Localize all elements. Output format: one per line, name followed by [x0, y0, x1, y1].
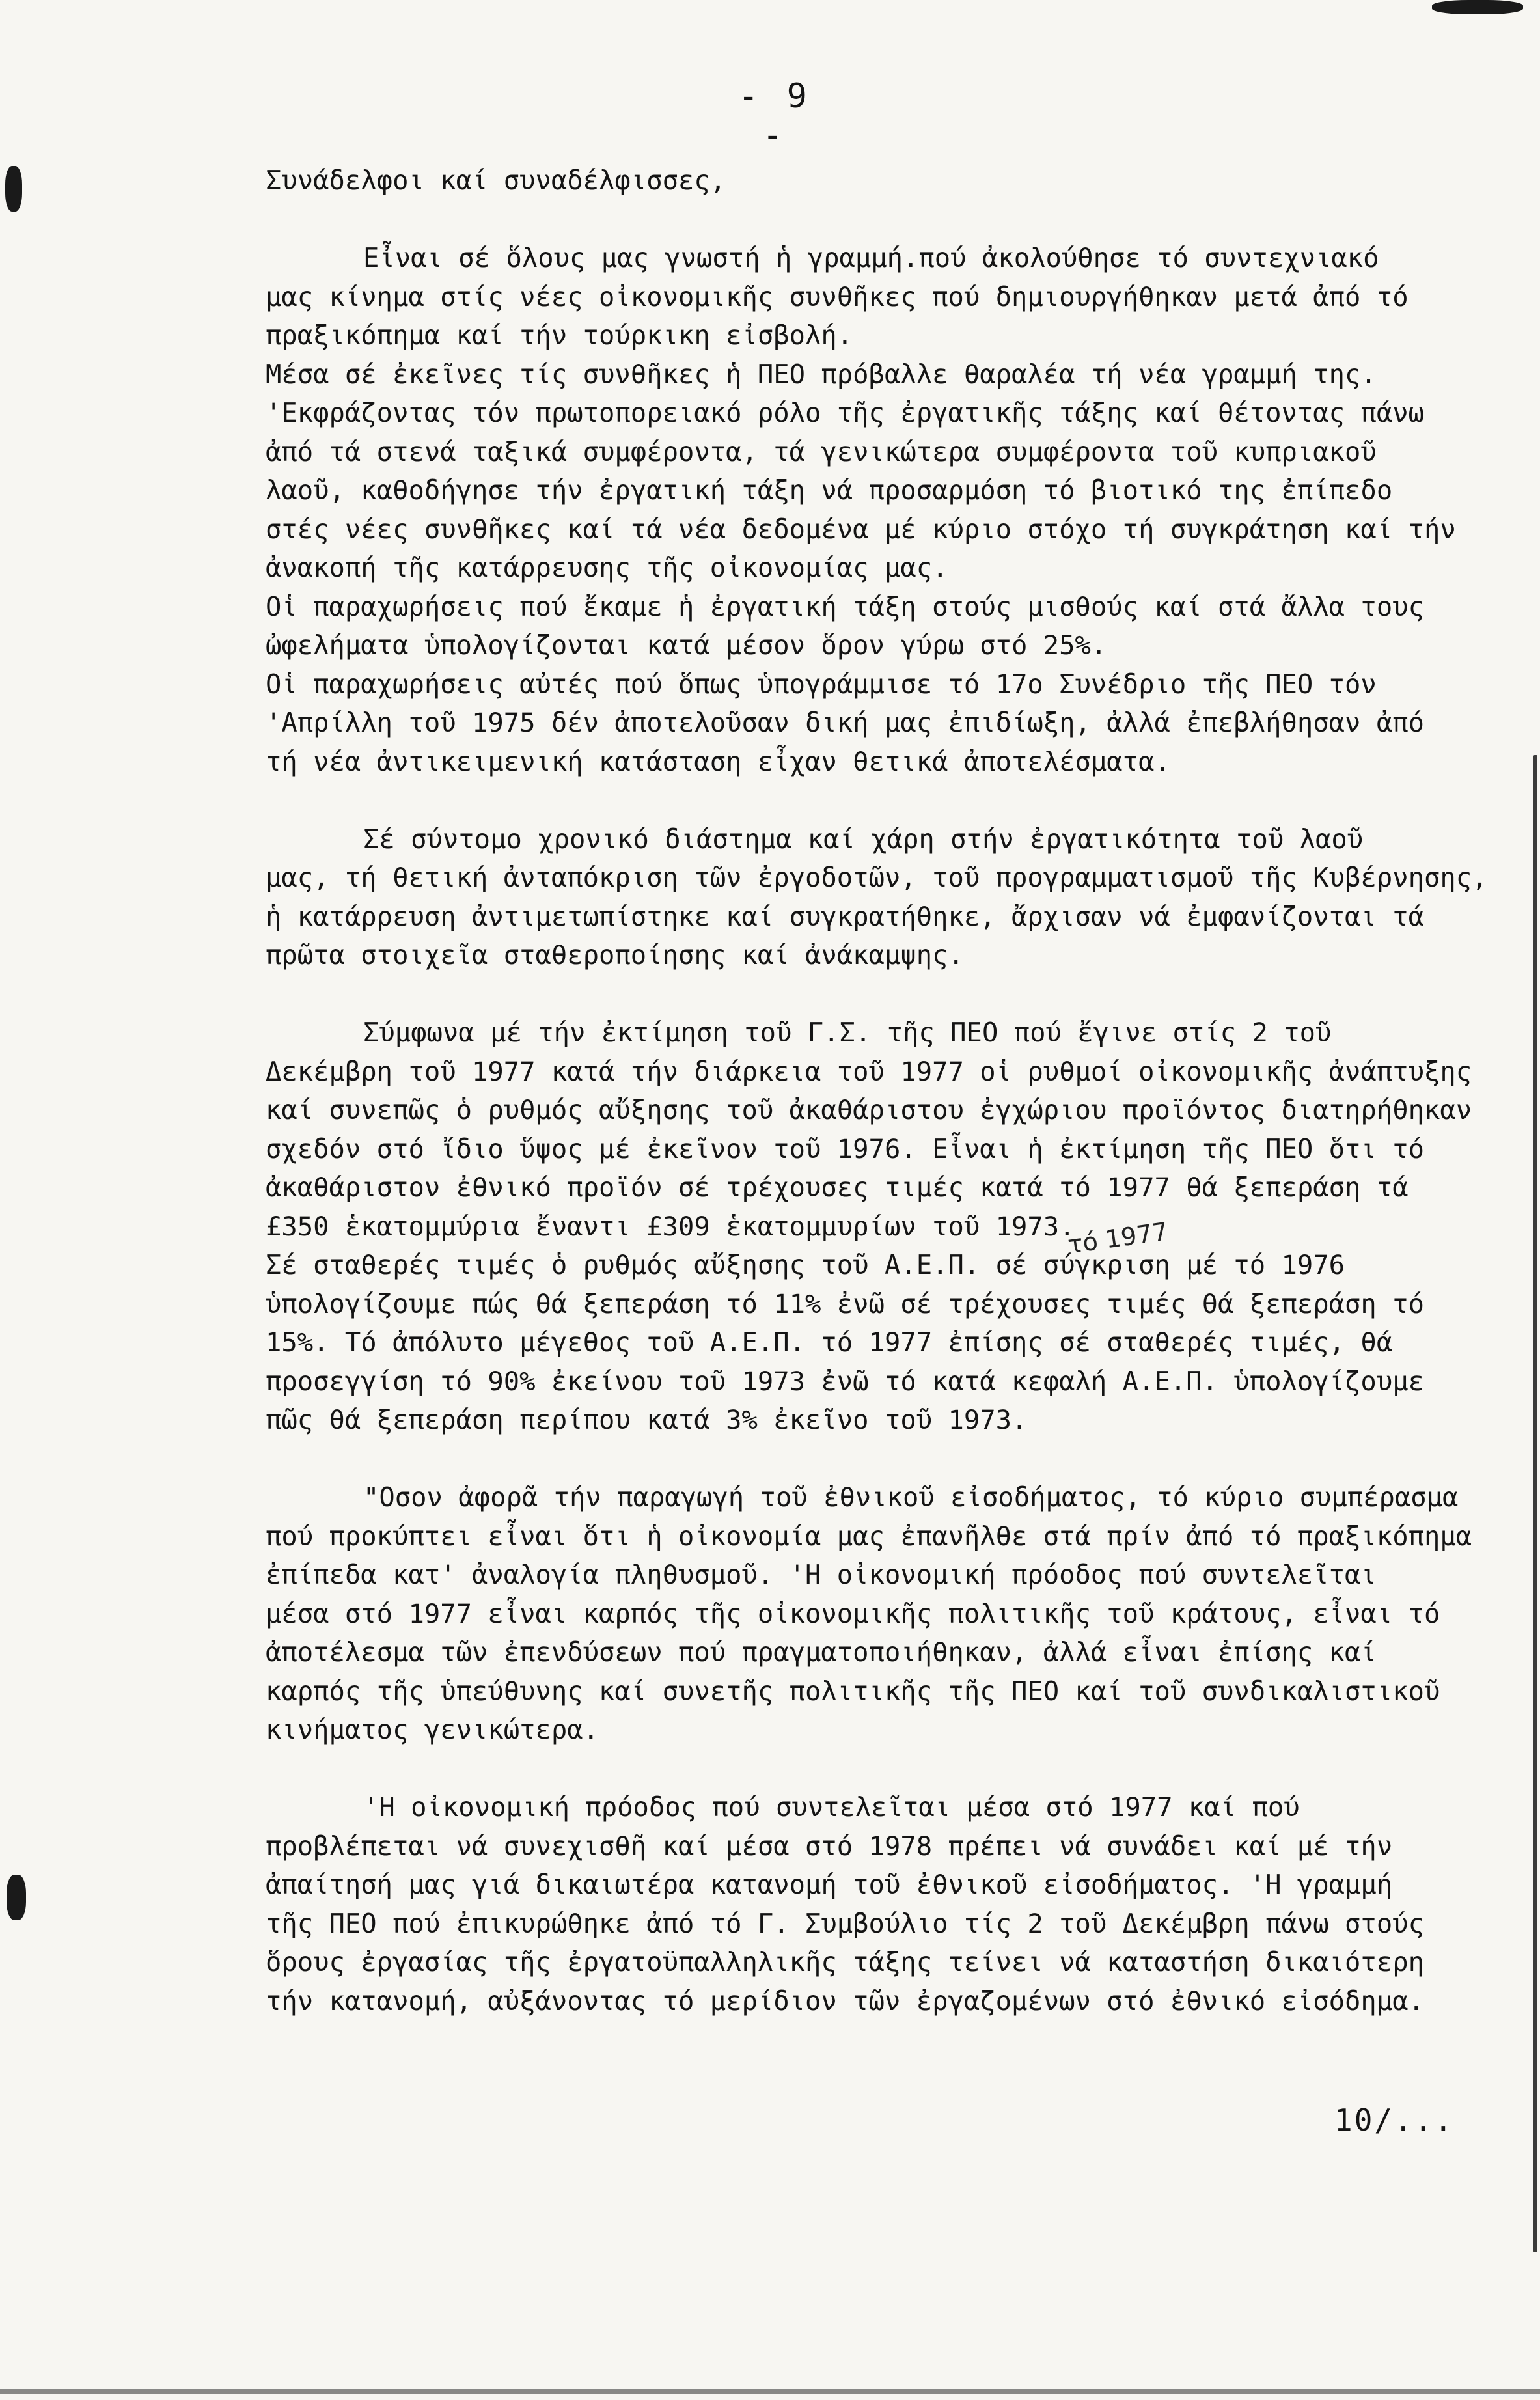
text-line: πῶς θά ξεπεράση περίπου κατά 3% ἐκεῖνο τοῦ 1973.	[266, 1404, 1028, 1435]
scan-artifact	[1533, 755, 1537, 2252]
paragraph-gap	[266, 975, 1473, 1014]
text-line: στές νέες συνθῆκες καί τά νέα δεδομένα μέ κύριο στόχο τή συγκράτηση καί τήν	[266, 513, 1456, 545]
paragraph-gap	[266, 1750, 1473, 1789]
text-line: κινήματος γενικώτερα.	[266, 1714, 599, 1745]
text-line: τήν κατανομή, αὐξάνοντας τό μερίδιον τῶν ἐργαζομένων στό ἐθνικό εἰσόδημα.	[266, 1985, 1424, 2017]
text-line: ἀνακοπή τῆς κατάρρευσης τῆς οἰκονομίας μας.	[266, 552, 948, 583]
text-line: Εἶναι σέ ὅλους μας γνωστή ἡ γραμμή.πού ἀκολούθησε τό συντεχνιακό	[363, 242, 1379, 273]
text-line: ὑπολογίζουμε πώς θά ξεπεράση τό 11% ἐνῶ σέ τρέχουσες τιμές θά ξεπεράση τό	[266, 1288, 1424, 1319]
text-line: 15%. Τό ἀπόλυτο μέγεθος τοῦ Α.Ε.Π. τό 1977 ἐπίσης σέ σταθερές τιμές, θά	[266, 1327, 1393, 1358]
text-line: προσεγγίση τό 90% ἐκείνου τοῦ 1973 ἐνῶ τό κατά κεφαλή Α.Ε.Π. ὑπολογίζουμε	[266, 1365, 1424, 1397]
text-line: λαοῦ, καθοδήγησε τήν ἐργατική τάξη νά προσαρμόση τό βιοτικό της ἐπίπεδο	[266, 475, 1393, 506]
text-line: ὠφελήματα ὑπολογίζονται κατά μέσον ὅρον γύρω στό 25%.	[266, 629, 1107, 661]
text-line: τῆς ΠΕΟ πού ἐπικυρώθηκε ἀπό τό Γ. Συμβούλιο τίς 2 τοῦ Δεκέμβρη πάνω στούς	[266, 1907, 1424, 1939]
text-line: καρπός τῆς ὑπεύθυνης καί συνετῆς πολιτικῆς τῆς ΠΕΟ καί τοῦ συνδικαλιστικοῦ	[266, 1675, 1440, 1707]
scan-artifact	[5, 166, 22, 212]
text-line: ἀπό τά στενά ταξικά συμφέροντα, τά γενικώτερα συμφέροντα τοῦ κυπριακοῦ	[266, 435, 1377, 467]
paragraph-gap	[266, 781, 1473, 820]
text-line: £350 ἑκατομμύρια ἔναντι £309 ἑκατομμυρίων τοῦ 1973.	[266, 1210, 1075, 1242]
text-line: Μέσα σέ ἐκεῖνες τίς συνθῆκες ἡ ΠΕΟ πρόβαλλε θαραλέα τή νέα γραμμή της.	[266, 358, 1377, 390]
text-line: τή νέα ἀντικειμενική κατάσταση εἶχαν θετικά ἀποτελέσματα.	[266, 745, 1170, 777]
text-line: πού προκύπτει εἶναι ὅτι ἡ οἰκονομία μας ἐπανῆλθε στά πρίν ἀπό τό πραξικόπημα	[266, 1520, 1472, 1552]
text-line: ἀκαθάριστον ἐθνικό προϊόν σέ τρέχουσες τιμές κατά τό 1977 θά ξεπεράση τά	[266, 1172, 1409, 1203]
text-line: μας κίνημα στίς νέες οἰκονομικῆς συνθῆκες πού δημιουργήθηκαν μετά ἀπό τό	[266, 281, 1409, 312]
handwritten-annotation: τό 1977	[1066, 1217, 1170, 1260]
text-line: πρῶτα στοιχεῖα σταθεροποίησης καί ἀνάκαμψης.	[266, 939, 964, 971]
text-line: Οἱ παραχωρήσεις αὐτές πού ὅπως ὑπογράμμισε τό 17ο Συνέδριο τῆς ΠΕΟ τόν	[266, 668, 1377, 700]
document-body	[266, 161, 1488, 2021]
scan-artifact	[1432, 0, 1523, 14]
text-line: Δεκέμβρη τοῦ 1977 κατά τήν διάρκεια τοῦ 1977 οἱ ρυθμοί οἰκονομικῆς ἀνάπτυξης	[266, 1055, 1472, 1087]
text-line: 'Απρίλλη τοῦ 1975 δέν ἀποτελοῦσαν δική μας ἐπιδίωξη, ἀλλά ἐπεβλήθησαν ἀπό	[266, 707, 1424, 738]
text-line: μας, τή θετική ἀνταπόκριση τῶν ἐργοδοτῶν, τοῦ προγραμματισμοῦ τῆς Κυβέρνησης,	[266, 862, 1488, 893]
text-line: ἡ κατάρρευση ἀντιμετωπίστηκε καί συγκρατήθηκε, ἄρχισαν νά ἐμφανίζονται τά	[266, 900, 1424, 932]
text-line: Σύμφωνα μέ τήν ἐκτίμηση τοῦ Γ.Σ. τῆς ΠΕΟ πού ἔγινε στίς 2 τοῦ	[363, 1017, 1332, 1048]
paragraph-gap	[266, 1440, 1473, 1479]
continuation-marker: 10/...	[1334, 2103, 1455, 2138]
text-line: ἐπίπεδα κατ' ἀναλογία πληθυσμοῦ. 'Η οἰκονομική πρόοδος πού συντελεῖται	[266, 1559, 1377, 1590]
text-line: ἀπαίτησή μας γιά δικαιωτέρα κατανομή τοῦ ἐθνικοῦ εἰσοδήματος. 'Η γραμμή	[266, 1869, 1393, 1900]
paragraph-gap	[266, 200, 1473, 240]
text-line: Συνάδελφοι καί συναδέλφισσες,	[266, 165, 726, 196]
text-line: πραξικόπημα καί τήν τούρκικη εἰσβολή.	[266, 320, 853, 351]
page-number: - 9 -	[738, 77, 811, 155]
text-line: προβλέπεται νά συνεχισθῆ καί μέσα στό 1978 πρέπει νά συνάδει καί μέ τήν	[266, 1830, 1393, 1862]
text-line: καί συνεπῶς ὁ ρυθμός αὔξησης τοῦ ἀκαθάριστου ἐγχώριου προϊόντος διατηρήθηκαν	[266, 1094, 1472, 1125]
text-line: "Οσον ἀφορᾶ τήν παραγωγή τοῦ ἐθνικοῦ εἰσοδήματος, τό κύριο συμπέρασμα	[363, 1482, 1459, 1513]
scan-artifact	[7, 1875, 26, 1920]
text-line: μέσα στό 1977 εἶναι καρπός τῆς οἰκονομικῆς πολιτικῆς τοῦ κράτους, εἶναι τό	[266, 1597, 1440, 1629]
text-line: ὅρους ἐργασίας τῆς ἐργατοϋπαλληλικῆς τάξης τείνει νά καταστήση δικαιότερη	[266, 1946, 1424, 1978]
text-line: Σέ σταθερές τιμές ὁ ρυθμός αὔξησης τοῦ Α.Ε.Π. σέ σύγκριση μέ τό 1976	[266, 1249, 1345, 1280]
text-line: Οἱ παραχωρήσεις πού ἔκαμε ἡ ἐργατική τάξη στούς μισθούς καί στά ἄλλα τους	[266, 590, 1424, 622]
text-line: Σέ σύντομο χρονικό διάστημα καί χάρη στήν ἐργατικότητα τοῦ λαοῦ	[363, 823, 1364, 855]
text-line: 'Εκφράζοντας τόν πρωτοπορειακό ρόλο τῆς ἐργατικῆς τάξης καί θέτοντας πάνω	[266, 397, 1424, 428]
text-line: ἀποτέλεσμα τῶν ἐπενδύσεων πού πραγματοποιήθηκαν, ἀλλά εἶναι ἐπίσης καί	[266, 1636, 1377, 1668]
text-line: 'Η οἰκονομική πρόοδος πού συντελεῖται μέσα στό 1977 καί πού	[363, 1791, 1300, 1823]
scan-artifact	[0, 2389, 1540, 2394]
text-line: σχεδόν στό ἴδιο ὕψος μέ ἐκεῖνον τοῦ 1976. Εἶναι ἡ ἐκτίμηση τῆς ΠΕΟ ὅτι τό	[266, 1133, 1424, 1165]
